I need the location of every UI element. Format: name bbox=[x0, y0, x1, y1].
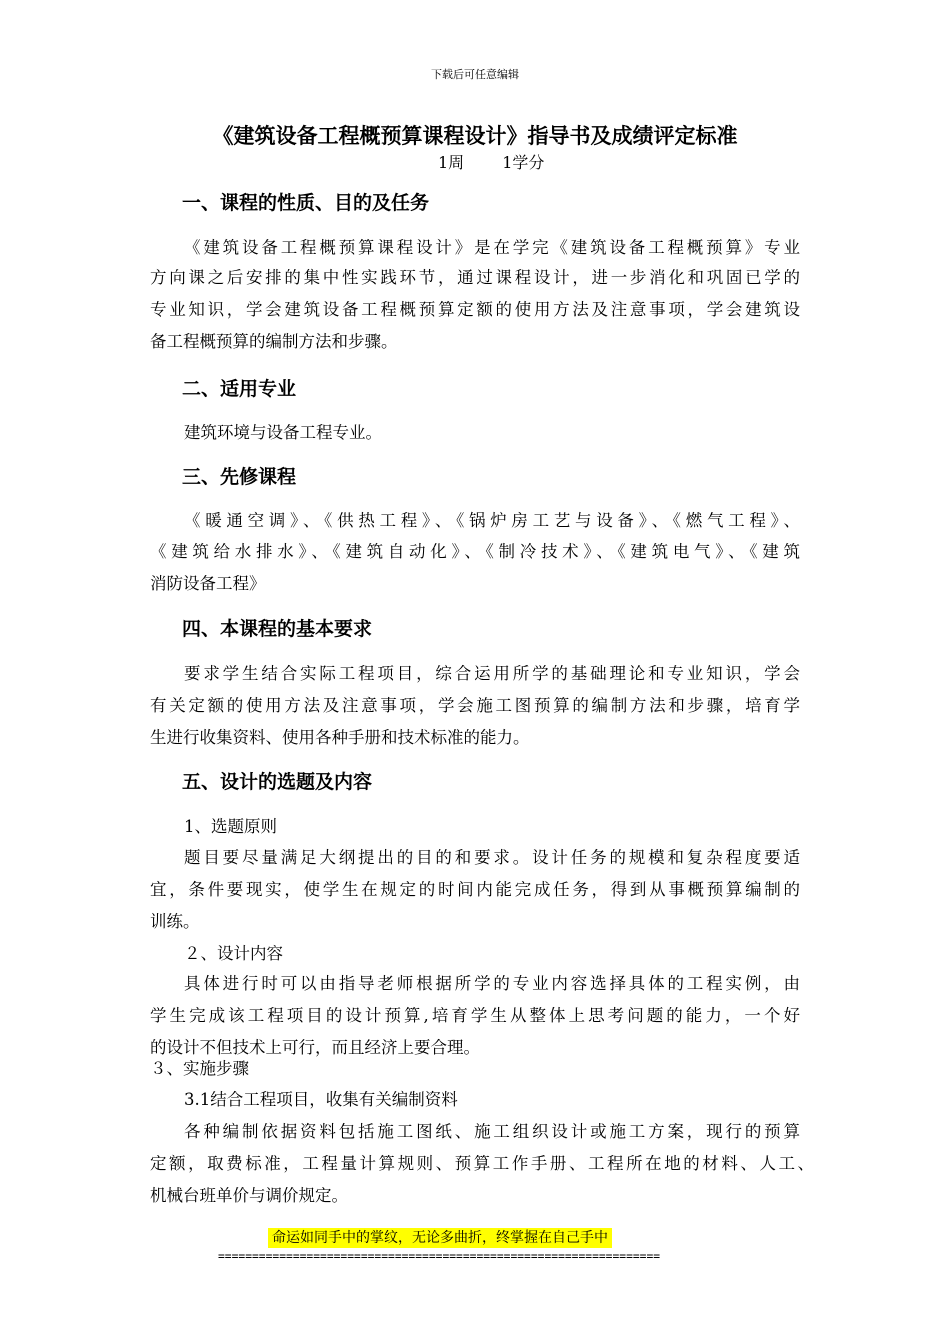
paragraph-line: 题目要尽量满足大纲提出的目的和要求。设计任务的规模和复杂程度要适 bbox=[184, 848, 800, 867]
paragraph-line: 专业知识，学会建筑设备工程概预算定额的使用方法及注意事项，学会建筑设 bbox=[150, 300, 800, 319]
paragraph-line: 训练。 bbox=[150, 912, 200, 931]
paragraph-line: 学生完成该工程项目的设计预算,培育学生从整体上思考问题的能力，一个好 bbox=[150, 1006, 800, 1025]
section-heading-requirements: 四、本课程的基本要求 bbox=[182, 618, 373, 640]
section-heading-topics: 五、设计的选题及内容 bbox=[182, 771, 373, 793]
paragraph-line: 消防设备工程》 bbox=[150, 574, 266, 593]
paragraph-line: 宜，条件要现实，使学生在规定的时间内能完成任务，得到从事概预算编制的 bbox=[150, 880, 800, 899]
paragraph-line: 定额，取费标准，工程量计算规则、预算工作手册、工程所在地的材料、人工、 bbox=[150, 1154, 814, 1173]
footer-motto: 命运如同手中的掌纹，无论多曲折，终掌握在自己手中 bbox=[268, 1228, 612, 1248]
paragraph-line: 《建筑给水排水》、《建筑自动化》、《制冷技术》、《建筑电气》、《建筑 bbox=[150, 542, 800, 561]
subheading-content: ２、设计内容 bbox=[184, 944, 283, 963]
subheading-principles: 1、选题原则 bbox=[184, 817, 277, 836]
paragraph-line: 的设计不但技术上可行，而且经济上要合理。 bbox=[150, 1038, 480, 1057]
section-heading-prerequisites: 三、先修课程 bbox=[182, 466, 297, 488]
section-heading-nature: 一、课程的性质、目的及任务 bbox=[182, 192, 430, 214]
paragraph-line: 方向课之后安排的集中性实践环节，通过课程设计，进一步消化和巩固已学的 bbox=[150, 268, 800, 287]
paragraph-line: 有关定额的使用方法及注意事项，学会施工图预算的编制方法和步骤，培育学 bbox=[150, 696, 800, 715]
page-header: 下载后可任意编辑 bbox=[431, 68, 519, 81]
footer-rule: ================================================================= bbox=[218, 1250, 661, 1263]
paragraph-line: 建筑环境与设备工程专业。 bbox=[184, 423, 382, 442]
paragraph-line: 机械台班单价与调价规定。 bbox=[150, 1186, 348, 1205]
paragraph-line: 具体进行时可以由指导老师根据所学的专业内容选择具体的工程实例，由 bbox=[184, 974, 800, 993]
course-weeks: 1周 bbox=[438, 153, 465, 172]
course-meta bbox=[438, 150, 544, 173]
document-title: 《建筑设备工程概预算课程设计》指导书及成绩评定标准 bbox=[212, 124, 738, 148]
section-heading-major: 二、适用专业 bbox=[182, 378, 297, 400]
paragraph-line: 《建筑设备工程概预算课程设计》是在学完《建筑设备工程概预算》专业 bbox=[184, 238, 800, 257]
paragraph-line: 生进行收集资料、使用各种手册和技术标准的能力。 bbox=[150, 728, 530, 747]
paragraph-line: 备工程概预算的编制方法和步骤。 bbox=[150, 332, 398, 351]
paragraph-line: 要求学生结合实际工程项目，综合运用所学的基础理论和专业知识，学会 bbox=[184, 664, 800, 683]
paragraph-line: 《暖通空调》、《供热工程》、《锅炉房工艺与设备》、《燃气工程》、 bbox=[184, 511, 800, 530]
course-credits: 1学分 bbox=[502, 153, 545, 172]
subheading-step-3-1: 3.1结合工程项目，收集有关编制资料 bbox=[184, 1090, 458, 1109]
paragraph-line: 各种编制依据资料包括施工图纸、施工组织设计或施工方案，现行的预算 bbox=[184, 1122, 800, 1141]
subheading-steps: ３、实施步骤 bbox=[150, 1059, 249, 1078]
